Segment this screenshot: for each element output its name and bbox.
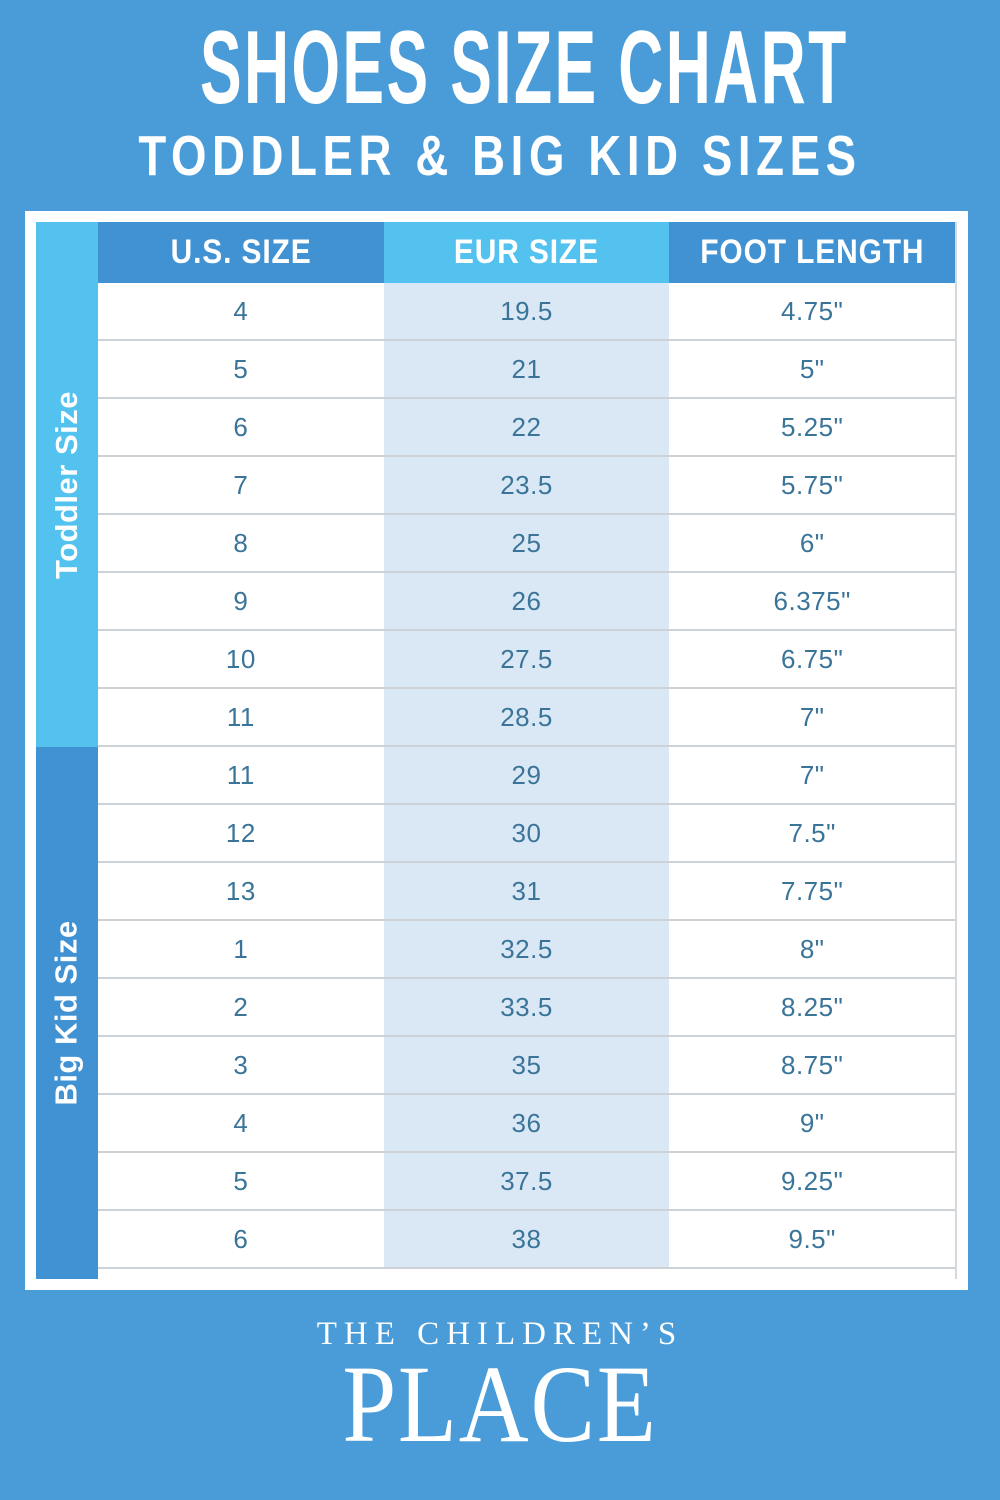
- us-size-cell: 5: [233, 353, 249, 384]
- table-body: [98, 283, 955, 1279]
- table-row: [98, 805, 955, 863]
- us-size-cell: 12: [225, 817, 256, 848]
- size-table-columns: [98, 222, 957, 1279]
- table-row: [98, 573, 955, 631]
- table-header-row: [98, 222, 955, 283]
- brand-line-2: PLACE: [342, 1343, 658, 1466]
- eur-size-cell: 36: [384, 1095, 670, 1151]
- eur-size-cell: 32.5: [384, 921, 670, 977]
- eur-size-cell: 37.5: [384, 1153, 670, 1209]
- foot-length-cell: 6.375": [773, 585, 851, 616]
- foot-length-cell: 9": [799, 1107, 825, 1138]
- eur-size-cell: 29: [384, 747, 670, 803]
- foot-length-cell: 9.5": [788, 1223, 836, 1254]
- us-size-cell: 1: [233, 933, 249, 964]
- table-row: [98, 979, 955, 1037]
- foot-length-cell: 5.75": [781, 469, 844, 500]
- foot-length-cell: 8.25": [781, 991, 844, 1022]
- table-row: [98, 1095, 955, 1153]
- us-size-cell: 4: [233, 1107, 249, 1138]
- size-table: [36, 222, 957, 1279]
- us-size-cell: 2: [233, 991, 249, 1022]
- table-row: [98, 1153, 955, 1211]
- eur-size-cell: 33.5: [384, 979, 670, 1035]
- foot-length-cell: 7.75": [781, 875, 844, 906]
- us-size-cell: 5: [233, 1165, 249, 1196]
- us-size-cell: 10: [225, 643, 256, 674]
- big-kid-size-label: Big Kid Size: [49, 920, 85, 1106]
- foot-length-cell: 6": [799, 527, 825, 558]
- eur-size-cell: 21: [384, 341, 670, 397]
- foot-length-header: FOOT LENGTH: [669, 222, 955, 283]
- us-size-cell: 11: [226, 701, 255, 732]
- eur-size-cell: 30: [384, 805, 670, 861]
- foot-length-cell: 7": [799, 701, 825, 732]
- foot-length-cell: 7": [799, 759, 825, 790]
- table-row: [98, 341, 955, 399]
- eur-size-cell: 35: [384, 1037, 670, 1093]
- brand-logo: [0, 1316, 1000, 1466]
- eur-size-cell: 25: [384, 515, 670, 571]
- table-row: [98, 921, 955, 979]
- eur-size-cell: 23.5: [384, 457, 670, 513]
- big-kid-size-section-band: [36, 747, 98, 1279]
- table-row: [98, 1211, 955, 1269]
- foot-length-cell: 5": [799, 353, 825, 384]
- page-title: SHOES SIZE CHART: [200, 10, 849, 126]
- us-size-cell: 9: [233, 585, 249, 616]
- section-sidebar: [36, 222, 98, 1279]
- eur-size-cell: 27.5: [384, 631, 670, 687]
- table-row: [98, 863, 955, 921]
- eur-size-cell: 26: [384, 573, 670, 629]
- eur-size-cell: 19.5: [384, 283, 670, 339]
- foot-length-cell: 8.75": [781, 1049, 844, 1080]
- us-size-cell: 8: [233, 527, 249, 558]
- table-row: [98, 399, 955, 457]
- us-size-cell: 4: [233, 295, 249, 326]
- eur-size-cell: 22: [384, 399, 670, 455]
- table-row: [98, 457, 955, 515]
- size-table-frame: [25, 211, 968, 1290]
- table-row: [98, 631, 955, 689]
- eur-size-cell: 31: [384, 863, 670, 919]
- us-size-header: U.S. SIZE: [98, 222, 384, 283]
- page-subtitle: TODDLER & BIG KID SIZES: [138, 124, 862, 188]
- toddler-size-label: Toddler Size: [49, 390, 85, 579]
- us-size-cell: 6: [233, 411, 249, 442]
- table-row: [98, 747, 955, 805]
- us-size-cell: 3: [233, 1049, 249, 1080]
- eur-size-cell: 38: [384, 1211, 670, 1267]
- foot-length-cell: 6.75": [781, 643, 844, 674]
- table-row: [98, 283, 955, 341]
- eur-size-header: EUR SIZE: [384, 222, 670, 283]
- us-size-cell: 6: [233, 1223, 249, 1254]
- us-size-cell: 7: [233, 469, 249, 500]
- title-block: [0, 0, 1000, 188]
- us-size-cell: 11: [226, 759, 255, 790]
- foot-length-cell: 5.25": [781, 411, 844, 442]
- foot-length-cell: 7.5": [788, 817, 836, 848]
- foot-length-cell: 8": [799, 933, 825, 964]
- toddler-size-section-band: [36, 222, 98, 747]
- us-size-cell: 13: [225, 875, 256, 906]
- eur-size-cell: 28.5: [384, 689, 670, 745]
- table-row: [98, 515, 955, 573]
- table-row: [98, 689, 955, 747]
- brand-line-1: THE CHILDREN’S: [316, 1316, 684, 1352]
- foot-length-cell: 9.25": [781, 1165, 844, 1196]
- foot-length-cell: 4.75": [781, 295, 844, 326]
- table-row: [98, 1037, 955, 1095]
